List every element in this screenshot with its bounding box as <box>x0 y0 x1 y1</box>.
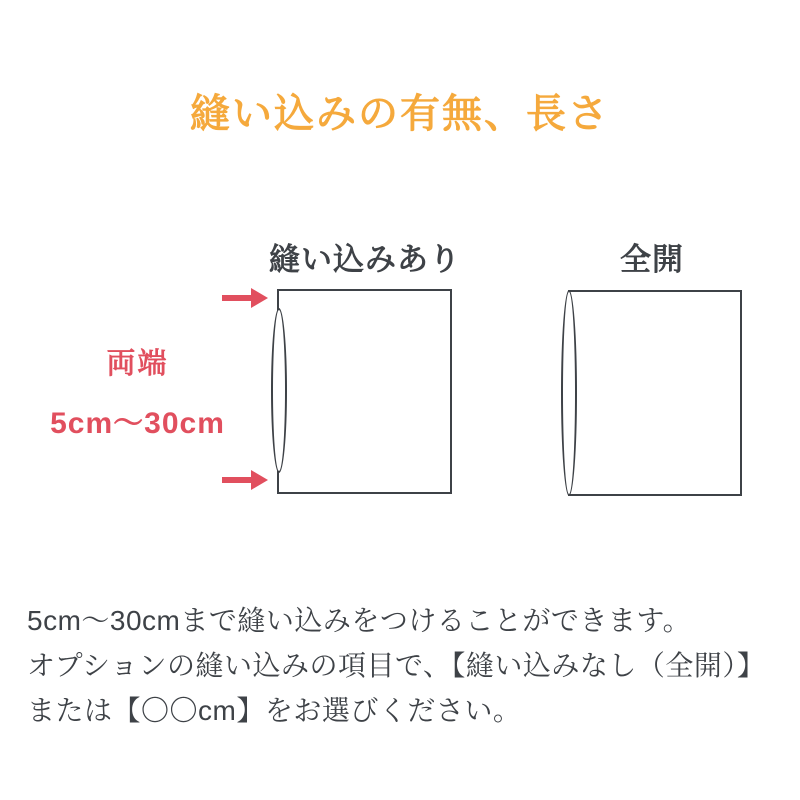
right-fabric-rect <box>568 290 742 496</box>
both-ends-annotation <box>30 341 245 442</box>
arrow-right-icon <box>222 470 268 490</box>
description-line: または【〇〇cm】をお選びください。 <box>27 695 522 726</box>
arrow-right-icon <box>222 288 268 308</box>
left-diagram-label: 縫い込みあり <box>269 242 461 277</box>
right-diagram-label: 全開 <box>620 242 684 277</box>
both-ends-label: 両端 <box>106 348 169 380</box>
right-opening-ellipse <box>561 290 577 496</box>
description-line: オプションの縫い込みの項目で、【縫い込みなし（全開）】 <box>27 650 766 681</box>
left-fabric-rect <box>277 289 452 494</box>
left-opening-ellipse <box>271 308 287 473</box>
description-line: 5cm〜30cmまで縫い込みをつけることができます。 <box>27 605 692 636</box>
page-title: 縫い込みの有無、長さ <box>190 92 610 136</box>
range-label: 5cm〜30cm <box>50 407 225 440</box>
description-text <box>27 598 787 733</box>
